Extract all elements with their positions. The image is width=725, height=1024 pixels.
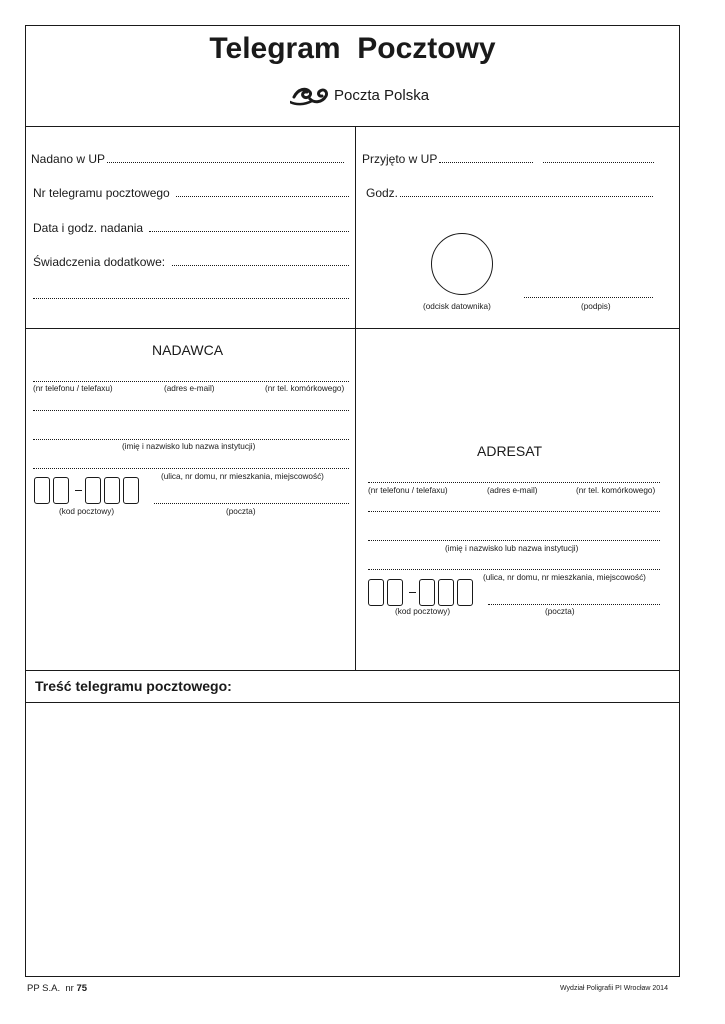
swiadczenia-extra-field[interactable] (33, 298, 349, 299)
sender-email-label: (adres e-mail) (164, 384, 215, 393)
przyjeto-field-2[interactable] (543, 162, 654, 163)
column-divider (355, 126, 356, 671)
content-textarea[interactable] (27, 704, 678, 975)
sender-street-label: (ulica, nr domu, nr mieszkania, miejscowość) (161, 472, 324, 481)
recipient-phone-label: (nr telefonu / telefaxu) (368, 486, 448, 495)
sender-mobile-label: (nr tel. komórkowego) (265, 384, 345, 393)
logo-text: Poczta Polska (334, 87, 430, 104)
nr-telegramu-field[interactable] (176, 196, 349, 197)
footer-left (27, 983, 87, 995)
recipient-postcode-label: (kod pocztowy) (395, 607, 451, 616)
postcode-box[interactable] (387, 579, 403, 606)
sender-name-field-2[interactable] (33, 439, 349, 440)
sender-phone-label: (nr telefonu / telefaxu) (33, 384, 113, 393)
content-label: Treść telegramu pocztowego: (35, 678, 232, 694)
postcode-box[interactable] (104, 477, 120, 504)
address-divider (25, 670, 680, 671)
data-nadania-label: Data i godz. nadania (33, 221, 144, 235)
swiadczenia-label: Świadczenia dodatkowe: (33, 255, 166, 269)
postcode-dash (409, 592, 416, 593)
sender-name-field-1[interactable] (33, 410, 349, 411)
signature-caption: (podpis) (581, 302, 611, 311)
recipient-street-label: (ulica, nr domu, nr mieszkania, miejscowość) (483, 573, 646, 582)
sender-post-label: (poczta) (226, 507, 256, 516)
postcode-dash (75, 490, 82, 491)
godz-label: Godz. (366, 186, 399, 200)
recipient-street-field[interactable] (368, 569, 660, 570)
postcode-box[interactable] (85, 477, 101, 504)
recipient-postcode-field[interactable] (368, 579, 488, 607)
recipient-title: ADRESAT (477, 443, 543, 459)
nadano-field[interactable] (107, 162, 344, 163)
footer-number: 75 (76, 983, 88, 994)
stamp-circle[interactable] (431, 233, 493, 295)
recipient-name-field-2[interactable] (368, 540, 660, 541)
sender-postcode-label: (kod pocztowy) (59, 507, 115, 516)
nr-telegramu-label: Nr telegramu pocztowego (33, 186, 170, 200)
recipient-name-field-1[interactable] (368, 511, 660, 512)
poczta-polska-logo (290, 82, 430, 108)
sender-post-field[interactable] (154, 503, 349, 504)
recipient-post-label: (poczta) (545, 607, 575, 616)
postcode-box[interactable] (123, 477, 139, 504)
postcode-box[interactable] (34, 477, 50, 504)
footer-prefix: PP S.A. nr (27, 983, 77, 994)
postcode-box[interactable] (419, 579, 435, 606)
postcode-box[interactable] (457, 579, 473, 606)
sender-postcode-field[interactable] (34, 477, 154, 505)
przyjeto-field-1[interactable] (439, 162, 533, 163)
sender-street-field[interactable] (33, 468, 349, 469)
przyjeto-label: Przyjęto w UP (362, 152, 438, 166)
recipient-post-field[interactable] (488, 604, 660, 605)
posthorn-icon (290, 83, 330, 107)
header-divider (25, 126, 680, 127)
postcode-box[interactable] (53, 477, 69, 504)
recipient-name-label: (imię i nazwisko lub nazwa instytucji) (445, 544, 579, 553)
sender-title: NADAWCA (152, 342, 224, 358)
stamp-caption: (odcisk datownika) (423, 302, 491, 311)
postcode-box[interactable] (368, 579, 384, 606)
recipient-contact-field[interactable] (368, 482, 660, 483)
swiadczenia-field[interactable] (172, 265, 349, 266)
data-nadania-field[interactable] (149, 231, 349, 232)
godz-field[interactable] (400, 196, 653, 197)
signature-field[interactable] (524, 297, 653, 298)
postcode-box[interactable] (438, 579, 454, 606)
page-title: Telegram Pocztowy (209, 32, 496, 65)
recipient-mobile-label: (nr tel. komórkowego) (576, 486, 656, 495)
info-divider (25, 328, 680, 329)
sender-contact-field[interactable] (33, 381, 349, 382)
recipient-email-label: (adres e-mail) (487, 486, 538, 495)
nadano-label: Nadano w UP (31, 152, 106, 166)
footer-right: Wydział Poligrafii PI Wrocław 2014 (560, 985, 668, 992)
sender-name-label: (imię i nazwisko lub nazwa instytucji) (122, 442, 256, 451)
